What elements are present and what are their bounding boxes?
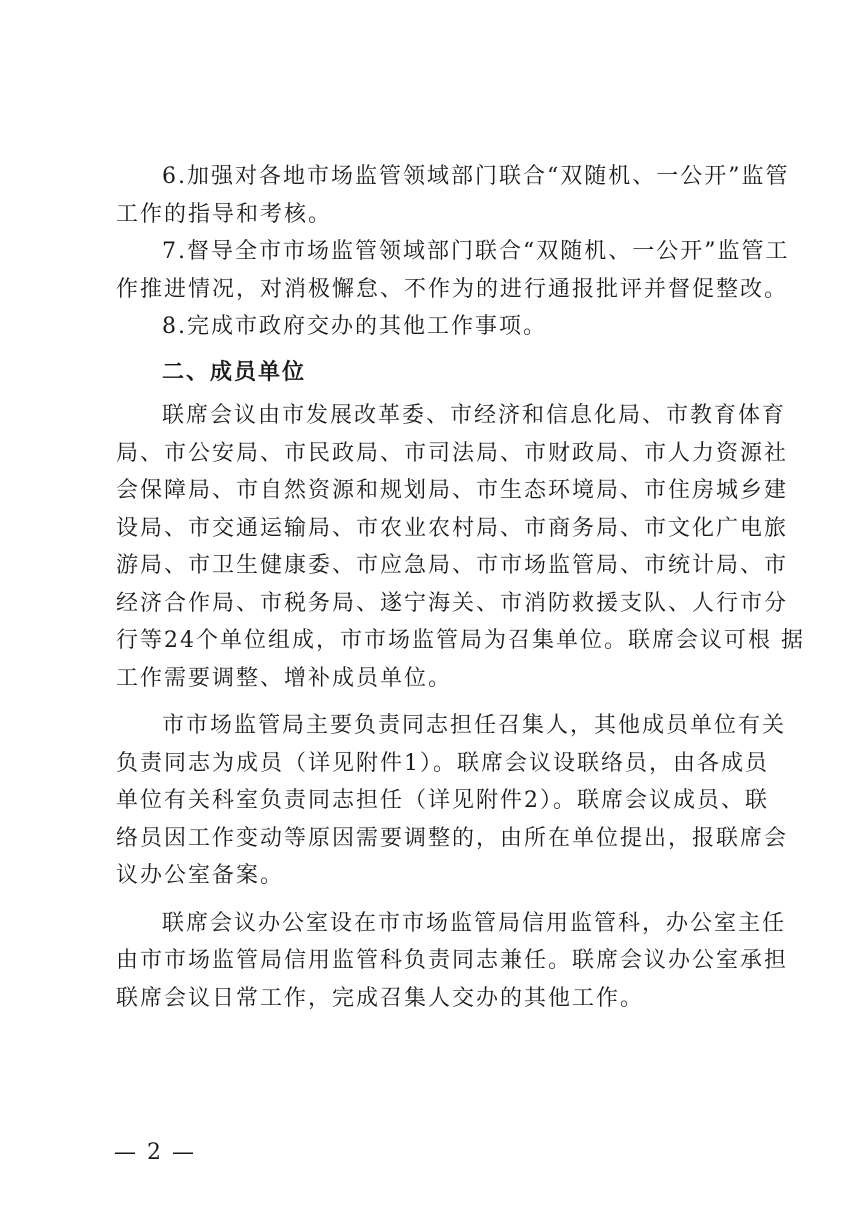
text-line: 7.督导全市市场监管领域部门联合“双随机、一公开”监管工: [162, 239, 790, 264]
text-line: 8.完成市政府交办的其他工作事项。: [162, 314, 547, 339]
text-line: 联席会议办公室设在市市场监管局信用监管科，办公室主任: [162, 910, 787, 936]
text-line: 单位有关科室负责同志担任（详见附件2）。联席会议成员、联: [116, 788, 769, 813]
text-line: 局、市公安局、市民政局、市司法局、市财政局、市人力资源社: [116, 440, 789, 466]
text-line: 由市市场监管局信用监管科负责同志兼任。联席会议办公室承担: [116, 948, 789, 973]
text-line: 游局、市卫生健康委、市应急局、市市场监管局、市统计局、市: [116, 553, 789, 578]
text-line: 作推进情况，对消极懈怠、不作为的进行通报批评并督促整改。: [116, 276, 789, 302]
section-heading: 二、成员单位: [162, 359, 307, 385]
page-number: — 2 —: [114, 1140, 196, 1165]
text-line: 工作的指导和考核。: [116, 201, 333, 227]
text-line: 联席会议由市发展改革委、市经济和信息化局、市教育体育: [162, 403, 787, 428]
text-line: 市市场监管局主要负责同志担任召集人，其他成员单位有关: [162, 713, 787, 738]
text-line: 设局、市交通运输局、市农业农村局、市商务局、市文化广电旅: [116, 515, 789, 541]
text-line: 经济合作局、市税务局、遂宁海关、市消防救援支队、人行市分: [116, 590, 789, 616]
text-line: 会保障局、市自然资源和规划局、市生态环境局、市住房城乡建: [116, 478, 789, 503]
document-body: [116, 158, 805, 1017]
text-line: 工作需要调整、增补成员单位。: [116, 665, 453, 691]
text-line: 议办公室备案。: [116, 863, 285, 888]
text-line: 负责同志为成员（详见附件1）。联席会议设联络员，由各成员: [116, 750, 769, 776]
text-line: 6.加强对各地市场监管领域部门联合“双随机、一公开”监管: [162, 164, 790, 189]
text-line: 联席会议日常工作，完成召集人交办的其他工作。: [116, 985, 645, 1011]
text-line: 络员因工作变动等原因需要调整的，由所在单位提出，报联席会: [116, 825, 789, 851]
text-line: 行等24个单位组成，市市场监管局为召集单位。联席会议可根 据: [116, 628, 805, 653]
